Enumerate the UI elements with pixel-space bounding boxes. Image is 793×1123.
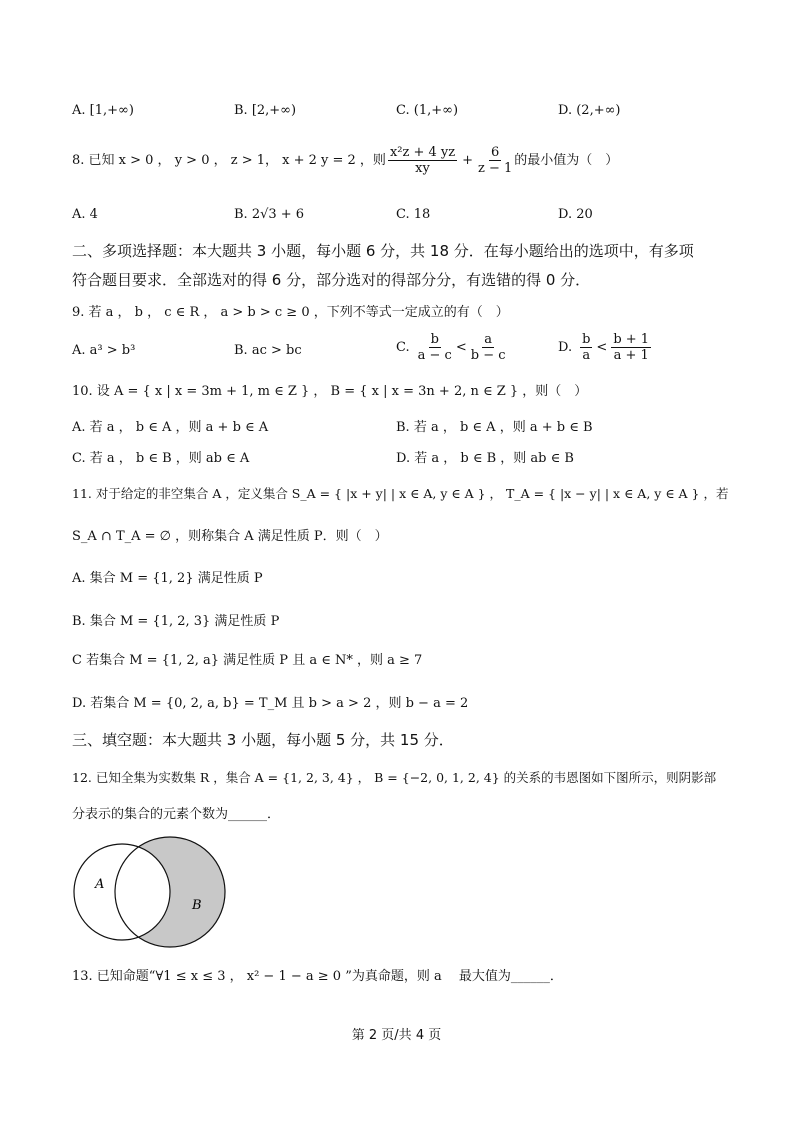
q10-stem: 10. 设 A = { x | x = 3m + 1, m ∈ Z } ， B = { x | x = 3n + 2, n ∈ Z } ，则（ ）	[72, 384, 588, 399]
q7-option-b: B. [2,+∞)	[234, 103, 297, 118]
q8-option-b: B. 2√3 + 6	[234, 207, 305, 222]
q11-line1: 11. 对于给定的非空集合 A ，定义集合 S_A = { |x + y| | x ∈ A, y ∈ A } ， T_A = { |x − y| | x ∈ A, y ∈ A } ，若	[72, 486, 729, 501]
q9-option-c-frac2	[471, 333, 506, 362]
q10-option-d: D. 若 a ， b ∈ B ，则 ab ∈ B	[396, 451, 574, 466]
q9-option-d-frac2	[611, 333, 651, 362]
q8-frac2-denominator: z − 1	[478, 161, 513, 176]
q8-stem	[72, 146, 618, 175]
q9-stem: 9. 若 a ， b ， c ∈ R ， a > b > c ≥ 0 ，下列不等式一定成立的有（ ）	[72, 305, 509, 320]
q12-line1: 12. 已知全集为实数集 R ，集合 A = {1, 2, 3, 4} ， B = {−2, 0, 1, 2, 4} 的关系的韦恩图如下图所示，则阴影部	[72, 770, 717, 785]
q8-stem-before: 8. 已知 x > 0 ， y > 0 ， z > 1， x + 2 y = 2 ，则	[72, 153, 386, 168]
venn-label-a: A	[95, 877, 105, 892]
q9-option-d	[558, 333, 653, 362]
q13-stem: 13. 已知命题“∀1 ≤ x ≤ 3 ， x² − 1 − a ≥ 0 ”为真命题，则 a 最大值为______．	[72, 969, 563, 984]
q8-frac1-numerator: x²z + 4 yz	[389, 145, 456, 160]
q10-option-a: A. 若 a ， b ∈ A ，则 a + b ∈ A	[72, 420, 269, 435]
q8-fraction-2	[478, 146, 512, 175]
q8-stem-after: 的最小值为（ ）	[514, 153, 619, 168]
q8-plus: +	[462, 153, 473, 168]
q7-option-d: D. (2,+∞)	[558, 103, 621, 118]
q9-d-lt: <	[596, 340, 608, 355]
q10-option-c: C. 若 a ， b ∈ B ，则 ab ∈ A	[72, 451, 250, 466]
q9-d-num1: b	[582, 332, 591, 347]
venn-diagram	[68, 836, 238, 954]
q12-line2: 分表示的集合的元素个数为______．	[72, 807, 281, 822]
q9-option-c	[396, 333, 508, 362]
q9-d-den1: a	[582, 348, 591, 363]
q11-option-d: D. 若集合 M = {0, 2, a, b} = T_M 且 b > a > 2 ，则 b − a = 2	[72, 696, 469, 711]
q9-option-c-label: C.	[396, 340, 410, 355]
section2-heading-line2: 符合题目要求．全部选对的得 6 分，部分选对的得部分分，有选错的得 0 分．	[72, 271, 591, 289]
q8-option-c: C. 18	[396, 207, 431, 222]
page-footer: 第 2 页/共 4 页	[351, 1028, 442, 1043]
q11-option-b: B. 集合 M = {1, 2, 3} 满足性质 P	[72, 614, 280, 629]
q8-frac2-numerator: 6	[491, 145, 500, 160]
q9-option-d-frac1	[580, 333, 592, 362]
q8-option-d: D. 20	[558, 207, 593, 222]
section3-heading: 三、填空题：本大题共 3 小题，每小题 5 分，共 15 分．	[72, 731, 454, 749]
venn-label-b: B	[192, 898, 202, 913]
q11-option-a: A. 集合 M = {1, 2} 满足性质 P	[72, 571, 263, 586]
q9-d-den2: a + 1	[613, 348, 649, 363]
q7-option-c: C. (1,+∞)	[396, 103, 459, 118]
q8-frac1-denominator: xy	[415, 161, 430, 176]
q9-c-den1: a − c	[417, 348, 452, 363]
section2-heading-line1: 二、多项选择题：本大题共 3 小题，每小题 6 分，共 18 分．在每小题给出的选项中，有多项	[72, 242, 694, 260]
q8-fraction-1	[388, 146, 457, 175]
q9-c-num2: a	[484, 332, 492, 347]
q9-d-num2: b + 1	[613, 332, 650, 347]
q9-c-num1: b	[430, 332, 439, 347]
q11-option-c: C 若集合 M = {1, 2, a} 满足性质 P 且 a ∈ N* ，则 a ≥ 7	[72, 653, 423, 668]
q10-option-b: B. 若 a ， b ∈ A ，则 a + b ∈ B	[396, 420, 593, 435]
q9-c-den2: b − c	[470, 348, 506, 363]
q9-c-lt: <	[455, 340, 467, 355]
q9-option-d-label: D.	[558, 340, 573, 355]
q9-option-a: A. a³ > b³	[72, 343, 136, 358]
q8-option-a: A. 4	[72, 207, 98, 222]
q9-option-c-frac1	[418, 333, 452, 362]
q11-line2: S_A ∩ T_A = ∅ ，则称集合 A 满足性质 P．则（ ）	[72, 529, 388, 544]
q7-option-a: A. [1,+∞)	[72, 103, 134, 118]
q9-option-b: B. ac > bc	[234, 343, 302, 358]
